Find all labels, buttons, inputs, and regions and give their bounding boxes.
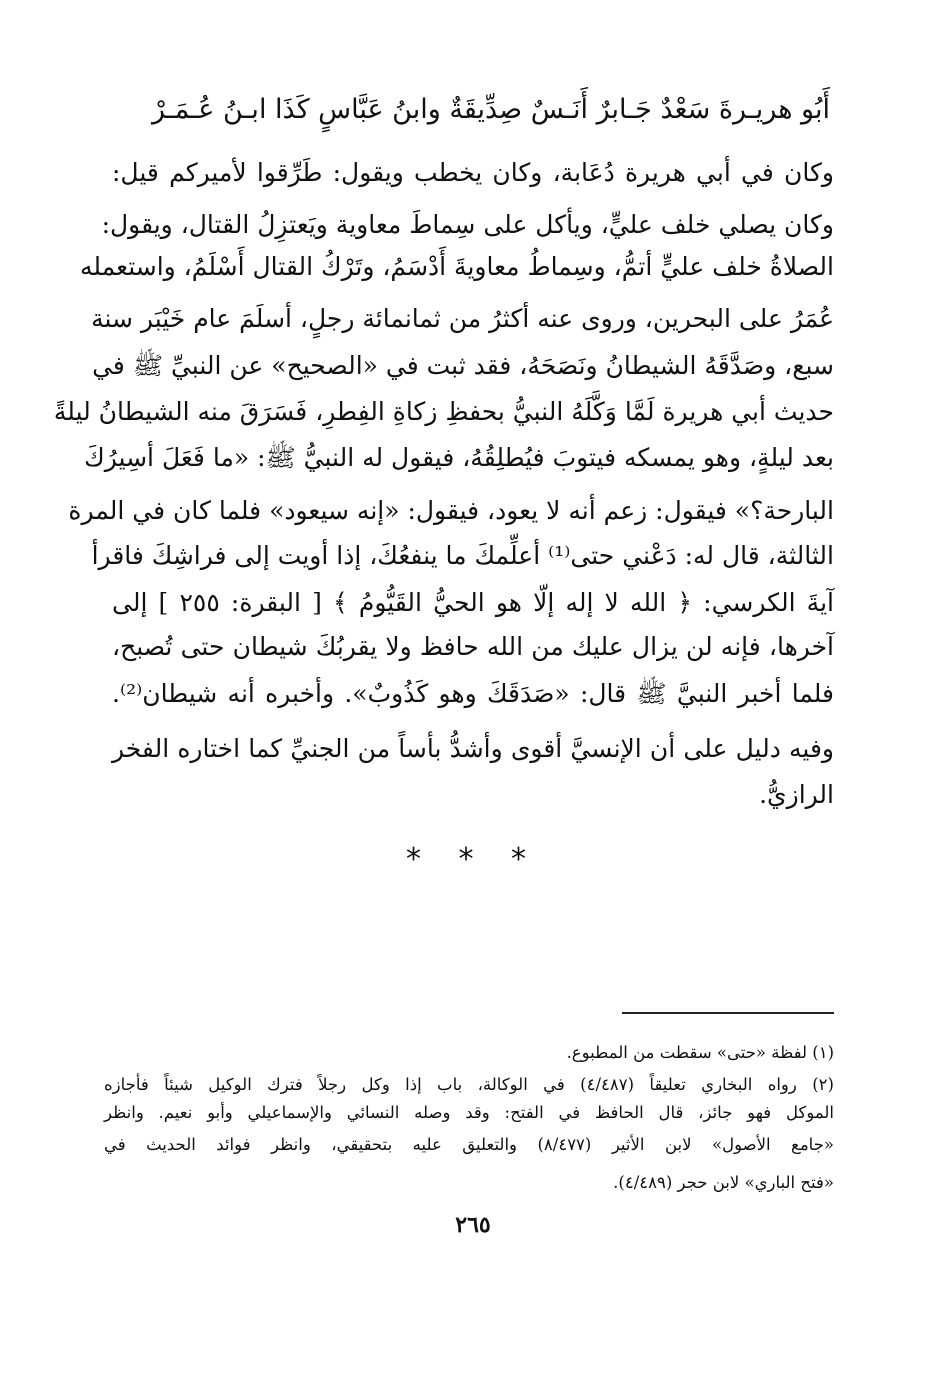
body-line: الصلاةُ خلف عليٍّ أتمُّ، وسِماطُ معاويةَ أَدْسَمُ، وتَرْكُ القتال أَسْلَمُ، واستعمله (80, 252, 834, 281)
page-number: ٢٦٥ (455, 1212, 491, 1238)
footnote-divider (622, 1012, 834, 1014)
footnote-line: الموكل فهو جائز، قال الحافظ في الفتح: وقد وصله النسائي والإسماعيلي وأبو نعيم. وانظر (104, 1103, 834, 1122)
body-line: عُمَرُ على البحرين، وروى عنه أكثرُ من ثمانمائة رجلٍ، أسلَمَ عام خَيْبَر سنة (91, 304, 834, 333)
verse-line: أَبُو هريـرةَ سَعْدٌ جَـابرٌ أَنَـسٌ صِدِّيقَةٌ وابنُ عَبَّاسٍ كَذَا ابـنُ عُـمَـرْ (151, 94, 830, 125)
footnote-line: «جامع الأصول» لابن الأثير (٨/٤٧٧) والتعليق عليه بتحقيقي، وانظر فوائد الحديث في (104, 1135, 834, 1154)
body-line: وفيه دليل على أن الإنسيَّ أقوى وأشدُّ بأساً من الجنيِّ كما اختاره الفخر (112, 734, 834, 763)
footnote-line: (١) لفظة «حتى» سقطت من المطبوع. (566, 1043, 834, 1062)
body-line: وكان يصلي خلف عليٍّ، ويأكل على سِماطَ معاوية ويَعتزِلُ القتال، ويقول: (101, 210, 834, 239)
body-line: البارحة؟» فيقول: زعم أنه لا يعود، فيقول: «إنه سيعود» فلما كان في المرة (68, 496, 834, 525)
body-line: آيةَ الكرسي: ﴿ الله لا إله إلّا هو الحيُّ القَيُّومُ ﴾ [ البقرة: ٢٥٥ ] إلى (112, 588, 834, 617)
body-line: فلما أخبر النبيَّ ﷺ قال: «صَدَقَكَ وهو كَذُوبٌ». وأخبره أنه شيطان⁽²⁾. (112, 679, 834, 708)
body-line: وكان في أبي هريرة دُعَابة، وكان يخطب ويقول: طَرِّقوا لأميركم قيل: (112, 158, 834, 187)
footnote-line: «فتح الباري» لابن حجر (٤/٤٨٩). (613, 1173, 834, 1192)
body-line: الثالثة، قال له: دَعْني حتى⁽¹⁾ أعلِّمكَ ما ينفعُكَ، إذا أويت إلى فراشِكَ فاقرأ (91, 541, 834, 570)
body-line: سبع، وصَدَّقَهُ الشيطانُ ونَصَحَهُ، فقد ثبت في «الصحيح» عن النبيِّ ﷺ في (92, 351, 834, 380)
footnote-line: (٢) رواه البخاري تعليقاً (٤/٤٨٧) في الوكالة، باب إذا وكل رجلاً فترك الوكيل شيئاً فأجازه (104, 1075, 834, 1094)
body-line: الرازيُّ. (759, 780, 834, 809)
body-line: حديث أبي هريرة لَمَّا وَكَّلَهُ النبيُّ بحفظِ زكاةِ الفِطرِ، فَسَرَقَ منه الشيطانُ ليلةً (53, 397, 834, 426)
body-line: آخرها، فإنه لن يزال عليك من الله حافظ ولا يقربُكَ شيطان حتى تُصبح، (112, 632, 834, 661)
section-separator: * * * (405, 842, 541, 877)
body-line: بعد ليلةٍ، وهو يمسكه فيتوبَ فيُطلِقُهُ، فيقول له النبيُّ ﷺ: «ما فَعَلَ أسِيرُكَ (84, 443, 834, 472)
